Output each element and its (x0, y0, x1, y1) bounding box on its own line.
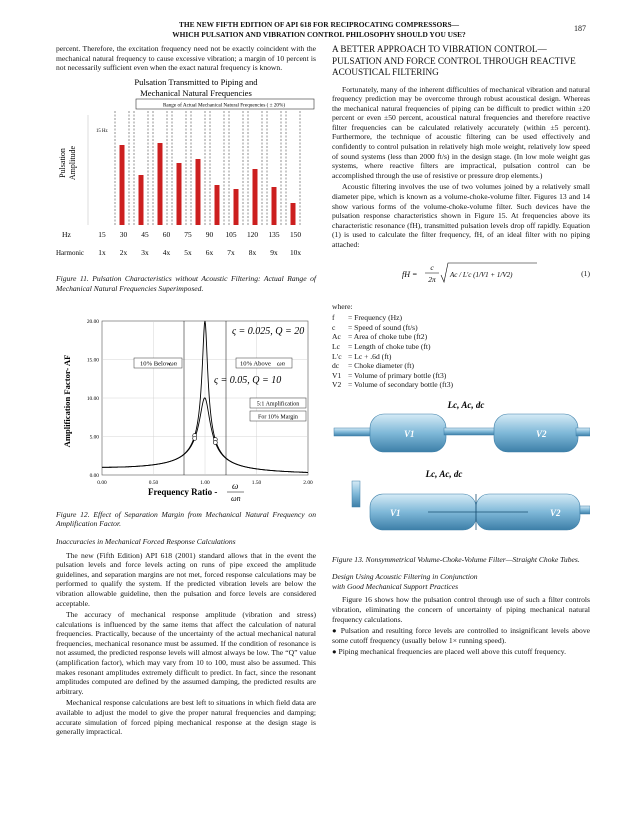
fig13-v1-bottom-label: V1 (390, 507, 401, 518)
variable-symbol: L′c (332, 351, 342, 361)
fig12-y-ticks (87, 319, 99, 479)
variable-row (332, 361, 590, 371)
equation-1-formula (332, 260, 552, 288)
variable-symbol: f (332, 313, 335, 323)
fig11-hz-tick: 75 (184, 230, 192, 240)
fig12-margin-label: For 10% Margin (258, 414, 298, 421)
fig12-y-tick: 0.00 (89, 473, 99, 480)
fig11-ylabel-2: Amplitude (68, 145, 77, 180)
eq-lhs: fH = (402, 269, 418, 279)
fig11-bar (177, 163, 182, 225)
right-paragraph-2: Acoustic filtering involves the use of two volumes joined by a relatively small diameter pipe, which is known as a volume-choke-volume filter. Figures 13 and 14 show various forms of the volume-choke-volume filter. Such devices have the pulsation response characteristics shown in Figure 15. At frequencies above its characteristic resonance (fH), transmitted pulsation levels drop off rapidly. Equation (1) is used to calculate the filter frequency, fH, of an ideal filter with no piping attached: (332, 182, 590, 249)
right-paragraph-1: Fortunately, many of the inherent difficulties of mechanical vibration and natural frequency prediction may be overcome through robust acoustical design. Whereas the mechanical natural frequencies of piping can be difficult to predict within ±20 percent or even ±50 percent, acoustical natural frequencies and therefore reactive filter frequencies can be calculated relatively accurately (within ±5 percent). Furthermore, the technique of acoustic filtering can be used effectively and confidently to control pulsation in relatively high mole weight, relatively low speed of sound systems (less than 2000 ft/s) in the design stage. (In low mole weight gas systems, where reactive filters are impractical, pulsation control can be accomplished through the use of resistive or pressure drop elements.) (332, 84, 590, 180)
fig13-outlet-pipe-bottom (580, 506, 590, 514)
figure-12-chart (56, 301, 316, 501)
fig11-hz-tick: 120 (246, 230, 259, 240)
fig13-outlet-pipe-top (576, 428, 590, 436)
figure-12-caption: Figure 12. Effect of Separation Margin from Mechanical Natural Frequency on Amplification Factor. (56, 509, 316, 529)
figure-12 (56, 301, 316, 504)
eq-sqrt-body: Ac / L′c (1/V1 + 1/V2) (450, 270, 513, 279)
fig12-y-tick: 10.00 (86, 396, 99, 403)
fig11-harmonic-tick: 8x (248, 248, 257, 258)
header-line-2: WHICH PULSATION AND VIBRATION CONTROL PHILOSOPHY SHOULD YOU USE? (172, 30, 466, 39)
fig11-hz-tick: 30 (119, 230, 128, 240)
variable-row (332, 332, 590, 342)
fig11-harmonic-tick: 5x (184, 248, 192, 258)
fig11-hz-tick: 45 (141, 230, 149, 240)
variable-definition: = Frequency (Hz) (348, 313, 403, 323)
variable-definition: = Area of choke tube (ft2) (348, 332, 428, 342)
intro-paragraph: percent. Therefore, the excitation frequency need not be exactly coincident with the mechanical natural frequency to cause excessive vibration; a margin of 10 percent is not necessarily sufficient even when the exact natural frequency is known. (56, 44, 316, 73)
fig11-freq-marker: 15 Hz (96, 128, 108, 134)
fig12-x-ticks (97, 480, 313, 486)
variable-symbol: c (332, 322, 336, 332)
fig13-v2-bottom-label: V2 (550, 507, 561, 518)
equation-1 (332, 260, 590, 288)
figure-13-diagram (332, 396, 590, 546)
fig12-amp-label: 5:1 Amplification (256, 401, 300, 408)
variable-definition: = Speed of sound (ft/s) (348, 322, 418, 332)
fig12-marker (213, 441, 217, 445)
variable-row (332, 380, 590, 390)
variable-row (332, 352, 590, 362)
fig12-x-tick: 0.00 (97, 480, 107, 487)
fig12-xlabel-omega-n: ωn (231, 494, 241, 502)
right-paragraph-3: Figure 16 shows how the pulsation control through use of such a filter controls vibration, eliminating the concern of uncertainty of piping mechanical natural frequency calculations. (332, 595, 590, 624)
left-paragraph-1: The new (Fifth Edition) API 618 (2001) standard allows that in the event the pulsation levels and force levels acting on runs of pipe exceed the amplitude guidelines, and separation margins are not met, forced response calculations may be performed to qualify the system. If the predicted vibration levels are below the vibration allowable guideline, then the pulsation and force levels are considered acceptable. (56, 550, 316, 608)
figure-11-caption: Figure 11. Pulsation Characteristics without Acoustic Filtering: Actual Range of Mechanical Natural Frequencies Superimposed. (56, 273, 316, 293)
fig11-hz-tick: 135 (268, 230, 280, 240)
section-heading-design-2: with Good Mechanical Support Practices (332, 581, 459, 591)
variable-symbol: Ac (332, 332, 341, 342)
figure-13-caption: Figure 13. Nonsymmetrical Volume-Choke-Volume Filter—Straight Choke Tubes. (332, 554, 580, 564)
running-header (0, 20, 638, 40)
fig11-hz-tick: 90 (205, 230, 214, 240)
fig11-axis-labels (56, 227, 316, 265)
fig11-bars (120, 143, 296, 225)
variable-definition: = Length of choke tube (ft) (348, 341, 431, 351)
figure-11 (56, 75, 316, 268)
fig11-bar (253, 169, 258, 225)
variable-row (332, 342, 590, 352)
fig11-hz-tick: 15 (98, 230, 106, 240)
fig13-v2-top-label: V2 (536, 428, 547, 439)
fig13-inlet-pipe-bottom (352, 481, 360, 507)
page-number: 187 (574, 24, 586, 33)
bullet-1: ● Pulsation and resulting force levels are controlled to insignificant levels above some cutoff frequency (usually below 1× running speed). (332, 626, 590, 645)
fig12-below-label: 10% Below (140, 360, 171, 368)
fig12-above-omega: ωn (277, 360, 285, 368)
eq-frac-num: c (430, 262, 434, 272)
fig11-title-2: Mechanical Natural Frequencies (140, 87, 252, 98)
variable-symbol: V1 (332, 370, 342, 380)
variable-definition: = Volume of secondary bottle (ft3) (348, 380, 454, 390)
fig13-label-top: Lc, Ac, dc (447, 399, 485, 410)
fig12-above-label: 10% Above (240, 360, 271, 368)
variable-symbol: dc (332, 361, 340, 371)
bullet-2: ● Piping mechanical frequencies are placed well above this cutoff frequency. (332, 647, 566, 657)
section-heading-inaccuracies: Inaccuracies in Mechanical Forced Response Calculations (56, 536, 236, 546)
where-label: where: (332, 301, 353, 311)
variable-list (332, 313, 590, 390)
fig12-y-tick: 15.00 (86, 357, 99, 364)
left-column (56, 44, 316, 739)
fig11-bar (120, 145, 125, 225)
fig12-curve1-label: ς = 0.025, Q = 20 (232, 326, 305, 338)
fig13-inlet-pipe-top (334, 428, 372, 436)
fig12-y-tick: 20.00 (86, 319, 99, 326)
variable-row (332, 313, 590, 323)
fig11-harmonic-label: Harmonic (56, 249, 84, 258)
fig11-bar (272, 187, 277, 225)
variable-definition: = Choke diameter (ft) (348, 361, 415, 371)
fig12-marker (193, 437, 197, 441)
fig12-x-tick: 0.50 (148, 480, 159, 487)
fig11-harmonic-tick: 7x (227, 248, 235, 258)
fig11-harmonic-tick: 10x (289, 248, 302, 258)
fig11-bar (158, 143, 163, 225)
fig11-harmonic-tick: 4x (162, 248, 171, 258)
fig12-x-tick: 1.50 (251, 480, 262, 487)
fig11-hz-tick: 60 (162, 230, 171, 240)
fig11-hz-tick: 150 (289, 230, 302, 240)
variable-definition: = Lc + .6d (ft) (348, 351, 392, 361)
fig11-bar (215, 185, 220, 225)
variable-row (332, 371, 590, 381)
header-line-1: THE NEW FIFTH EDITION OF API 618 FOR RECIPROCATING COMPRESSORS— (178, 20, 460, 29)
fig12-ylabel: Amplification Factor- AF (62, 354, 72, 448)
fig11-harmonic-ticks (98, 248, 301, 257)
left-paragraph-3: Mechanical response calculations are best left to situations in which field data are available to adjust the model to give the proper natural frequencies and damping; accurate simulation of forced piping mechanical response at the design stage is generally impractical. (56, 698, 316, 737)
variable-definition: = Volume of primary bottle (ft3) (348, 370, 447, 380)
figure-11-chart (56, 75, 316, 225)
fig12-xlabel-omega: ω (232, 481, 239, 492)
fig11-title-1: Pulsation Transmitted to Piping and (134, 76, 258, 87)
fig12-x-tick: 1.00 (200, 480, 210, 487)
section-heading-design-1: Design Using Acoustic Filtering in Conjunction (332, 572, 478, 582)
fig11-harmonic-tick: 3x (141, 248, 149, 258)
fig12-curve2-label: ς = 0.05, Q = 10 (214, 375, 282, 387)
fig11-harmonic-tick: 1x (98, 248, 106, 258)
left-paragraph-2: The accuracy of mechanical response amplitude (vibration and stress) calculations is influenced by the same items that affect the calculation of natural frequencies. Practically, because of the uncertainty of the actual mechanical natural frequencies, mechanical resonance must be assumed. If the condition of resonance is not assumed, the predicted response levels will almost always be low. The “Q” value (amplification factor), which may vary from 10 to 100, must also be assumed. This makes resonant amplitudes extremely difficult to predict. In fact, since the resonant amplitudes computed are defined by the assumed damping, the predicted results are arbitrary. (56, 610, 316, 696)
fig11-hz-label: Hz (62, 230, 71, 240)
fig11-hz-ticks (98, 230, 301, 239)
fig11-hz-tick: 105 (225, 230, 237, 240)
fig11-range-label: Range of Actual Mechanical Natural Frequencies ( ± 20%) (162, 102, 286, 109)
fig11-harmonic-tick: 2x (119, 248, 128, 258)
fig12-y-tick: 5.00 (89, 434, 99, 441)
fig13-label-bottom: Lc, Ac, dc (425, 468, 463, 479)
figure-13 (332, 396, 590, 549)
fig11-ylabel-1: Pulsation (58, 147, 67, 178)
fig13-choke-tube-top (444, 428, 496, 435)
equation-number: (1) (581, 268, 590, 278)
variable-symbol: V2 (332, 380, 342, 390)
right-column (332, 44, 590, 659)
fig13-v1-top-label: V1 (404, 428, 415, 439)
right-section-title: A BETTER APPROACH TO VIBRATION CONTROL—PULSATION AND FORCE CONTROL THROUGH REACTIVE ACOUSTICAL FILTERING (332, 44, 576, 77)
fig11-harmonic-tick: 9x (270, 248, 278, 258)
fig11-bar (196, 159, 201, 225)
fig11-bar (234, 189, 239, 225)
fig12-below-omega: ωn (169, 360, 177, 368)
fig12-x-tick: 2.00 (303, 480, 313, 487)
fig12-xlabel: Frequency Ratio - (148, 487, 218, 498)
variable-symbol: Lc (332, 341, 341, 351)
fig11-harmonic-tick: 6x (205, 248, 214, 258)
variable-row (332, 323, 590, 333)
eq-frac-den: 2π (428, 274, 436, 284)
fig11-bar (139, 175, 144, 225)
fig11-bar (291, 203, 296, 225)
